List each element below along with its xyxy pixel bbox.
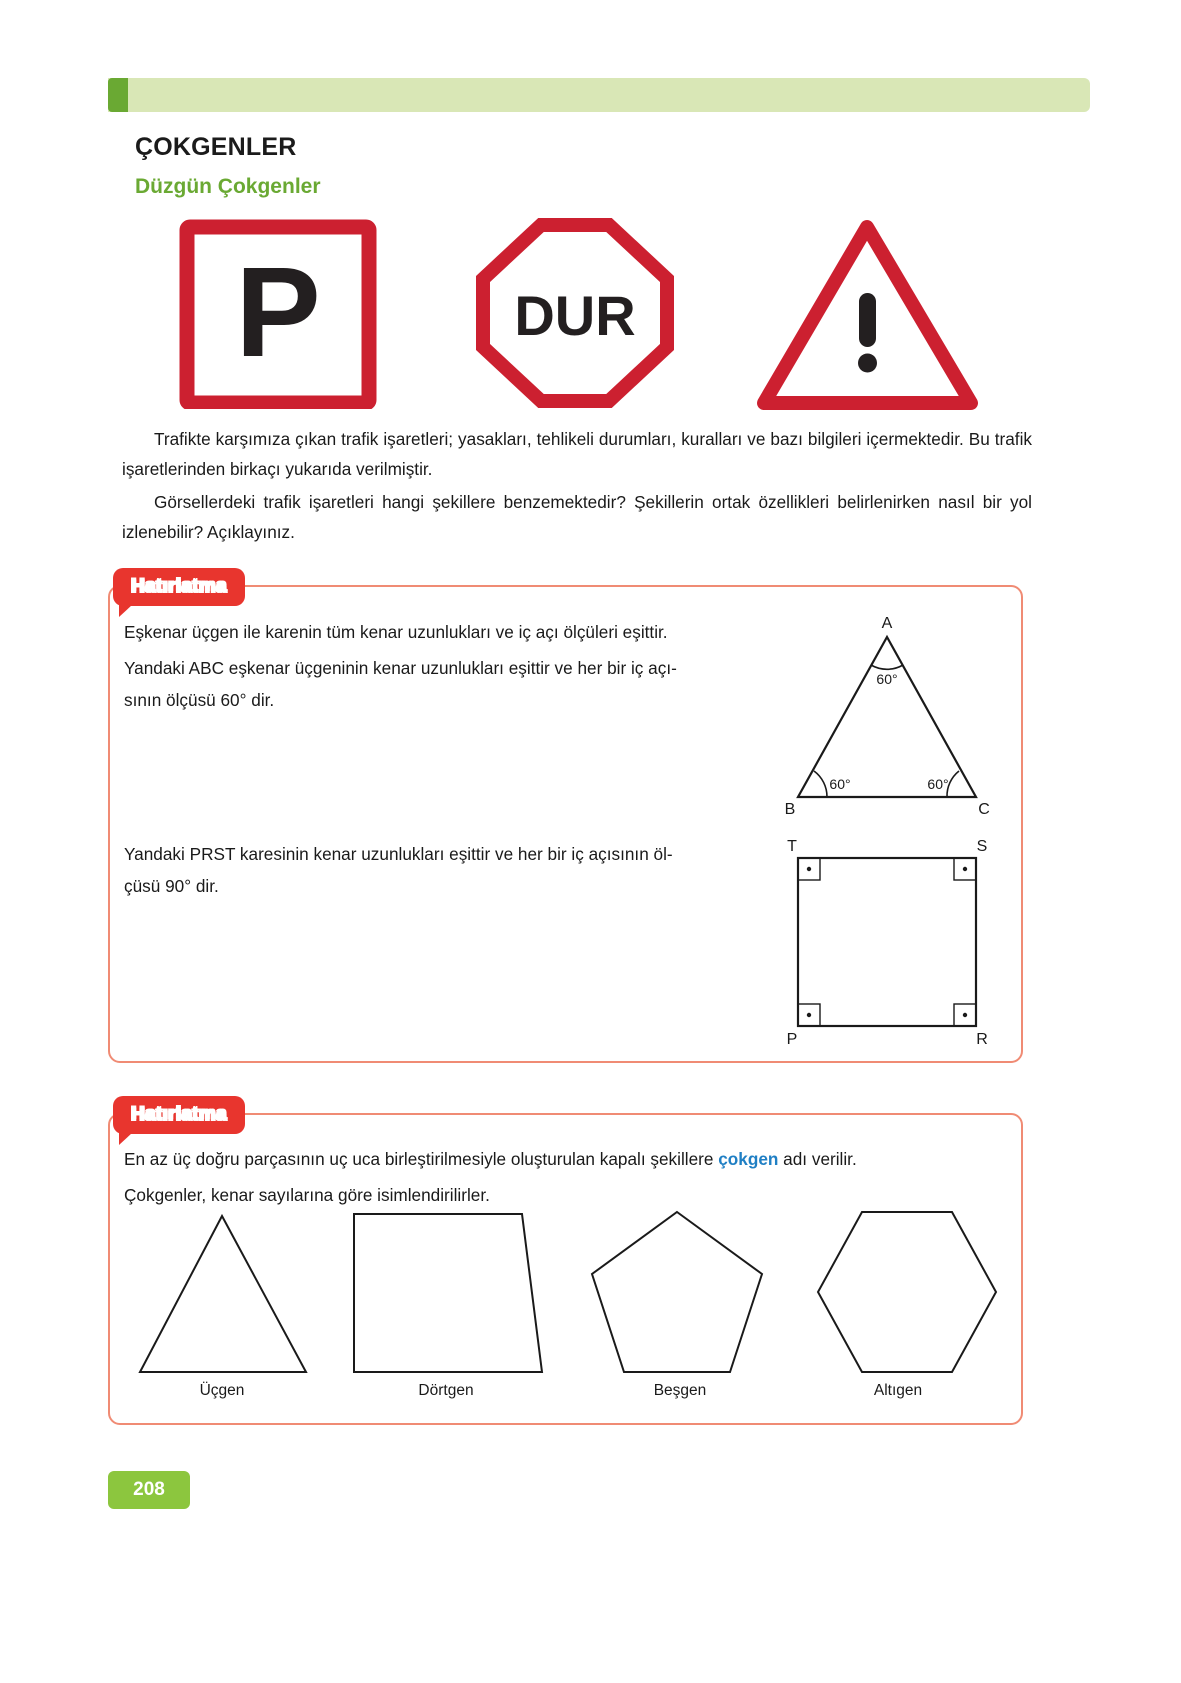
page-number-badge xyxy=(108,1471,190,1509)
intro-paragraph-1-text: Trafikte karşımıza çıkan trafik işaretleri; yasakları, tehlikeli durumları, kuralları ve bazı bilgileri içermektedir. Bu trafik işaretlerinden birkaçı yukarıda verilmiştir. xyxy=(122,429,1032,479)
square-vertex-p: P xyxy=(786,1031,798,1048)
reminder-2-line-1-pre: En az üç doğru parçasının uç uca birleştirilmesiyle oluşturulan kapalı şekillere xyxy=(124,1149,719,1169)
square-vertex-r: R xyxy=(976,1031,988,1048)
intro-paragraph-2 xyxy=(122,487,1032,547)
reminder-1-line-2a: Yandaki ABC eşkenar üçgeninin kenar uzunlukları eşittir ve her bir iç açı- xyxy=(124,658,677,678)
triangle-angle-c: 60° xyxy=(927,776,949,792)
reminder-2-line-2: Çokgenler, kenar sayılarına göre isimlendirilirler. xyxy=(124,1185,490,1205)
stop-sign xyxy=(475,217,675,409)
header-accent-tab xyxy=(108,78,128,112)
reminder-1-line-1: Eşkenar üçgen ile karenin tüm kenar uzunlukları ve iç açı ölçüleri eşittir. xyxy=(124,622,668,642)
parking-sign xyxy=(178,219,378,409)
parking-sign-glyph: P xyxy=(235,241,321,384)
intro-paragraph-1 xyxy=(122,424,1032,484)
reminder-1-line-2 xyxy=(124,652,764,716)
reminder-1-line-2b: sının ölçüsü 60° dir. xyxy=(124,690,275,710)
traffic-sign-group xyxy=(130,215,1030,415)
square-prst-figure xyxy=(760,836,1010,1051)
triangle-vertex-b: B xyxy=(784,801,796,818)
triangle-vertex-c: C xyxy=(978,801,990,818)
section-subtitle: Düzgün Çokgenler xyxy=(135,175,321,198)
triangle-vertex-a: A xyxy=(881,615,893,632)
polygon-label-ucgen: Üçgen xyxy=(199,1382,245,1399)
reminder-1-line-3a: Yandaki PRST karesinin kenar uzunlukları eşittir ve her bir iç açısının öl- xyxy=(124,844,673,864)
warning-sign xyxy=(755,217,980,412)
stop-sign-glyph: DUR xyxy=(514,284,636,347)
triangle-angle-a: 60° xyxy=(876,671,898,687)
reminder-2-keyword: çokgen xyxy=(718,1149,779,1169)
reminder-box-2-tab xyxy=(113,1096,245,1134)
polygon-label-besgen: Beşgen xyxy=(653,1382,707,1399)
intro-paragraph-2-text: Görsellerdeki trafik işaretleri hangi şekillere benzemektedir? Şekillerin ortak özellikleri belirlenirken nasıl bir yol izlenebilir? Açıklayınız. xyxy=(122,492,1032,542)
page-number-text: 208 xyxy=(133,1479,165,1500)
triangle-angle-b: 60° xyxy=(829,776,851,792)
reminder-2-line-1 xyxy=(124,1143,994,1175)
polygon-label-altigen: Altıgen xyxy=(873,1382,923,1399)
reminder-box-2-tab-label: Hatırlatma xyxy=(131,1104,227,1125)
page-title: ÇOKGENLER xyxy=(135,133,297,161)
equilateral-triangle-figure xyxy=(760,612,1010,827)
reminder-box-1-tab xyxy=(113,568,245,606)
header-band xyxy=(108,78,1090,112)
reminder-box-1-tab-label: Hatırlatma xyxy=(131,576,227,597)
reminder-1-line-3b: çüsü 90° dir. xyxy=(124,876,219,896)
polygon-label-dortgen: Dörtgen xyxy=(418,1382,474,1399)
square-vertex-s: S xyxy=(976,838,988,855)
reminder-1-line-3 xyxy=(124,838,764,902)
square-vertex-t: T xyxy=(787,838,797,855)
reminder-2-line-1-post: adı verilir. xyxy=(778,1149,857,1169)
